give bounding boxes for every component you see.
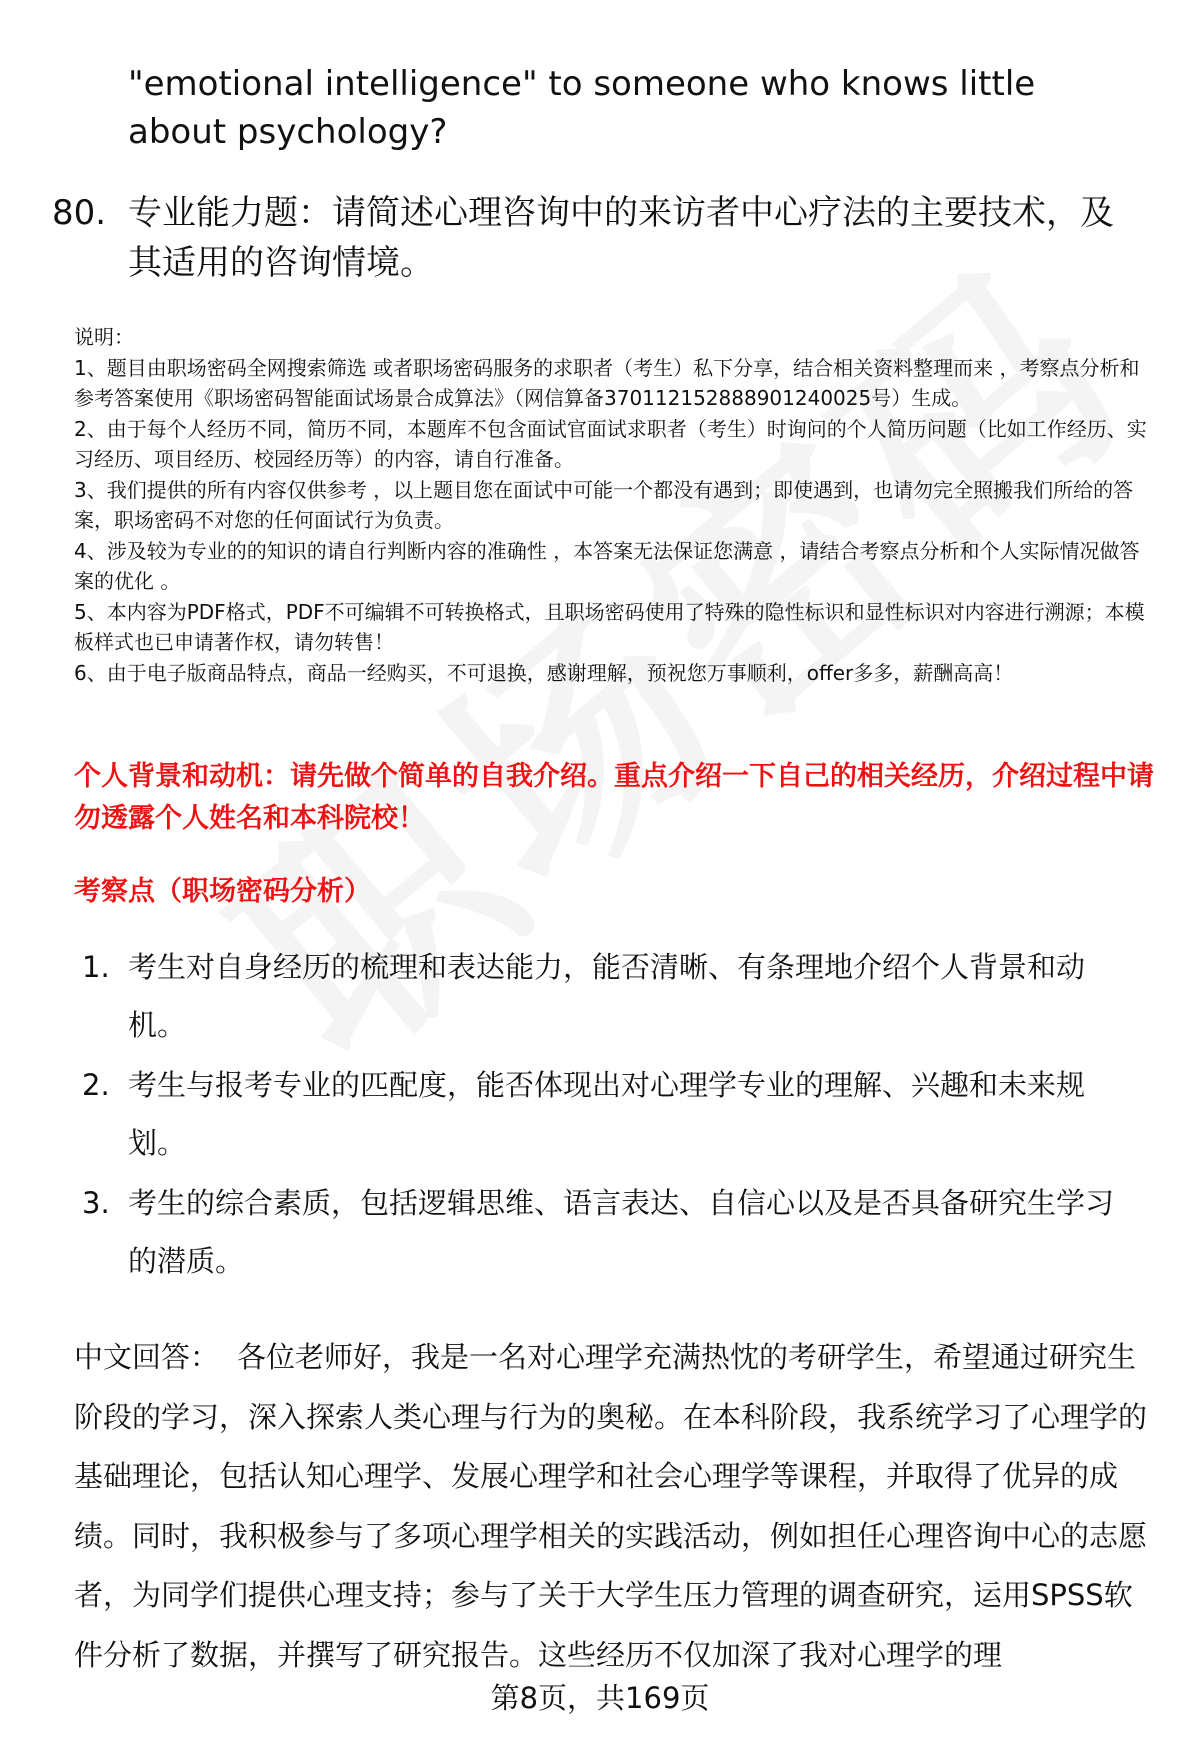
analysis-point [82, 938, 1132, 1054]
analysis-points [82, 938, 1132, 1292]
question-heading: 个人背景和动机：请先做个简单的自我介绍。重点介绍一下自己的相关经历，介绍过程中请勿透露个人姓名和本科院校！ [74, 761, 1154, 834]
notes-title: 说明： [74, 325, 134, 349]
notes-section [74, 322, 1159, 688]
note-item: 5、本内容为PDF格式，PDF不可编辑不可转换格式，且职场密码使用了特殊的隐性标识和显性标识对内容进行溯源；本模板样式也已申请著作权，请勿转售！ [74, 599, 1145, 654]
point-text: 考生与报考专业的匹配度，能否体现出对心理学专业的理解、兴趣和未来规划。 [128, 1068, 1086, 1160]
answer-text: 各位老师好，我是一名对心理学充满热忱的考研学生，希望通过研究生阶段的学习，深入探索人类心理与行为的奥秘。在本科阶段，我系统学习了心理学的基础理论，包括认知心理学、发展心理学和社会心理学等课程，并取得了优异的成绩。同时，我积极参与了多项心理学相关的实践活动，例如担任心理咨询中心的志愿者，为同学们提供心理支持；参与了关于大学生压力管理的调查研究，运用SPSS软件分析了数据，并撰写了研究报告。这些经历不仅加深了我对心理学的理 [74, 1340, 1148, 1672]
note-item: 2、由于每个人经历不同，简历不同，本题库不包含面试官面试求职者（考生）时询问的个人简历问题（比如工作经历、实习经历、项目经历、校园经历等）的内容，请自行准备。 [74, 416, 1147, 471]
question-80 [52, 188, 1142, 288]
answer-label: 中文回答： [74, 1340, 220, 1374]
question-number: 80. [52, 193, 107, 233]
point-number: 3. [82, 1186, 110, 1220]
point-number: 2. [82, 1068, 110, 1102]
analysis-point [82, 1174, 1132, 1290]
answer-paragraph [74, 1328, 1159, 1685]
note-item: 3、我们提供的所有内容仅供参考 ，以上题目您在面试中可能一个都没有遇到；即使遇到，也请勿完全照搬我们所给的答案，职场密码不对您的任何面试行为负责。 [74, 477, 1134, 532]
point-text: 考生对自身经历的梳理和表达能力，能否清晰、有条理地介绍个人背景和动机。 [128, 950, 1086, 1042]
page-footer: 第8页，共169页 [490, 1681, 710, 1715]
note-item: 4、涉及较为专业的的知识的请自行判断内容的准确性 ，本答案无法保证您满意 ，请结合考察点分析和个人实际情况做答案的优化 。 [74, 538, 1140, 593]
previous-question-tail: "emotional intelligence" to someone who knows little about psychology? [128, 64, 1036, 152]
note-item: 6、由于电子版商品特点，商品一经购买，不可退换，感谢理解，预祝您万事顺利，offer多多，薪酬高高！ [74, 660, 1014, 685]
analysis-point [82, 1056, 1132, 1172]
note-item: 1、题目由职场密码全网搜索筛选 或者职场密码服务的求职者（考生）私下分享，结合相关资料整理而来 ，考察点分析和参考答案使用《职场密码智能面试场景合成算法》（网信算备370112152888901240025号）生成。 [74, 355, 1140, 410]
point-number: 1. [82, 950, 110, 984]
question-text: 专业能力题：请简述心理咨询中的来访者中心疗法的主要技术，及其适用的咨询情境。 [128, 193, 1114, 283]
point-text: 考生的综合素质，包括逻辑思维、语言表达、自信心以及是否具备研究生学习的潜质。 [128, 1186, 1115, 1278]
analysis-heading: 考察点（职场密码分析） [74, 876, 371, 907]
